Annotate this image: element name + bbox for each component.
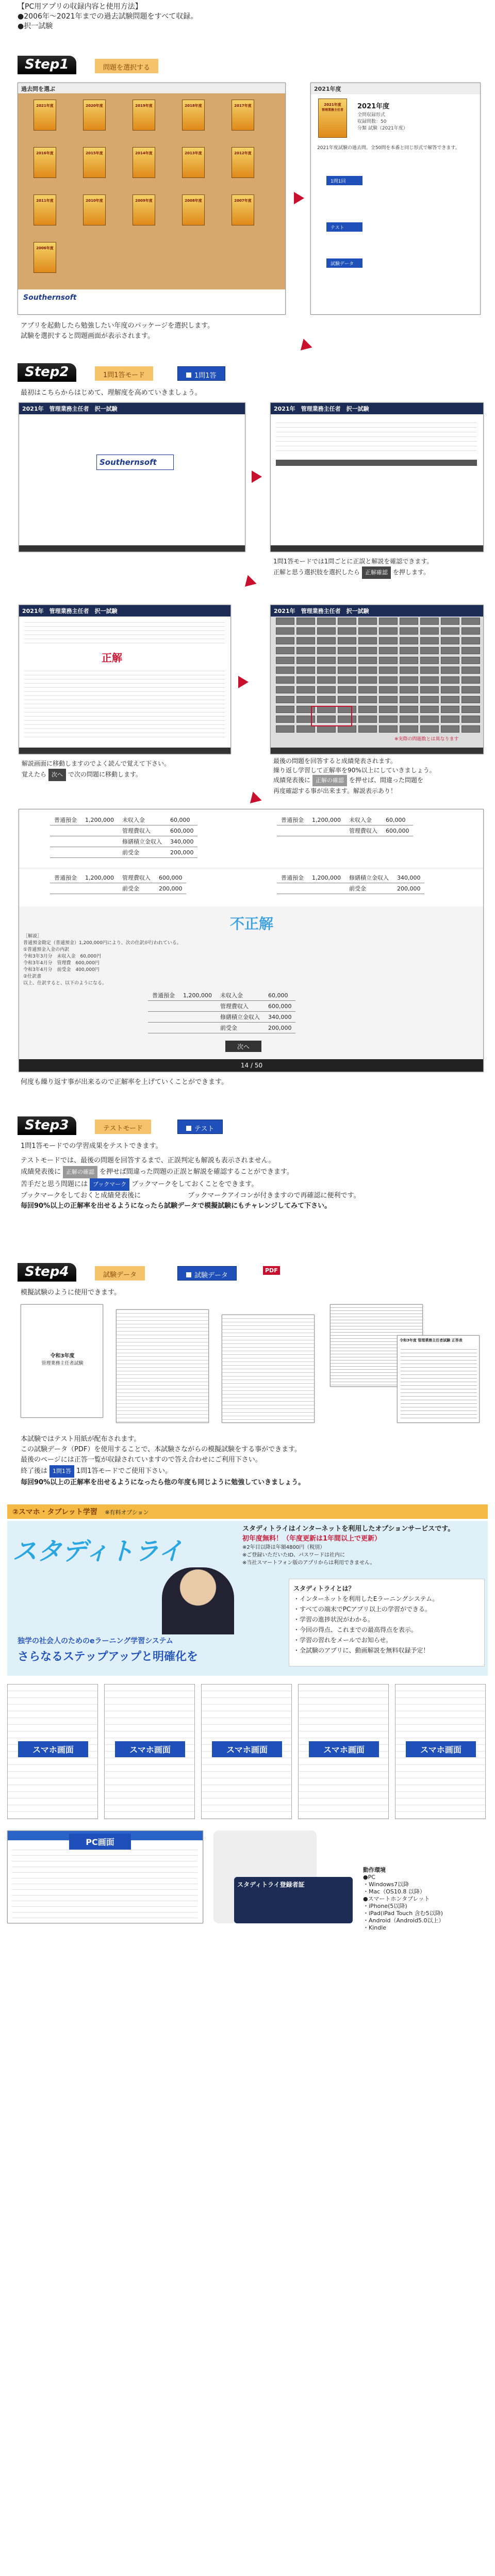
grid-note: ※実際の問題数とは異なります: [394, 737, 459, 742]
result-cell[interactable]: [338, 637, 356, 644]
result-cell[interactable]: [317, 667, 336, 674]
result-cell[interactable]: [358, 637, 377, 644]
result-cell[interactable]: [441, 627, 459, 635]
result-cell[interactable]: [379, 716, 398, 723]
result-cell[interactable]: [358, 627, 377, 635]
step1-tab: 問題を選択する: [95, 59, 158, 73]
step2-mode-button[interactable]: 1問1答: [177, 366, 225, 381]
step2-left-caption: 解説画面に移動しますのでよく読んで覚えて下さい。 覚えたら 次へ で次の問題に移動します。: [22, 758, 170, 781]
result-cell[interactable]: [441, 725, 459, 733]
result-cell[interactable]: [296, 725, 315, 733]
book-cover[interactable]: 2009年度: [133, 195, 155, 225]
result-cell[interactable]: [276, 618, 294, 625]
result-cell[interactable]: [400, 686, 418, 693]
smartphone-label: スマホ画面: [18, 1741, 88, 1757]
result-cell[interactable]: [441, 657, 459, 664]
step1-detail-title: 2021年度: [311, 83, 480, 94]
pdf-answer-key: 令和3年度 管理業務主任者試験 正答表: [397, 1335, 480, 1423]
result-cell[interactable]: [338, 696, 356, 703]
correct-label: 正解: [102, 652, 122, 664]
book-cover[interactable]: 2017年度: [232, 100, 254, 131]
book-cover[interactable]: 2018年度: [182, 100, 205, 131]
smartphone-screen: [298, 1684, 389, 1819]
book-cover[interactable]: 2015年度: [83, 147, 106, 178]
result-cell[interactable]: [379, 696, 398, 703]
result-cell[interactable]: [317, 637, 336, 644]
result-cell[interactable]: [400, 627, 418, 635]
step4-mode-button[interactable]: 試験データ: [177, 1266, 237, 1281]
result-cell[interactable]: [400, 696, 418, 703]
detail-desc: 2021年度試験の過去問。全50問を本番と同じ形式で解答できます。: [317, 145, 460, 151]
result-cell[interactable]: [276, 686, 294, 693]
page-indicator: 14 / 50: [19, 1059, 484, 1072]
result-cell[interactable]: [420, 657, 439, 664]
pc-label: PC画面: [69, 1834, 131, 1850]
smartphone-label: スマホ画面: [406, 1741, 476, 1757]
result-cell[interactable]: [441, 667, 459, 674]
wrong-label: 不正解: [229, 915, 273, 932]
result-cell[interactable]: [441, 676, 459, 684]
result-cell[interactable]: [358, 706, 377, 713]
result-cell[interactable]: [358, 647, 377, 654]
review-button-sample[interactable]: 正解の確認: [312, 775, 347, 786]
explanation-text: [24, 667, 225, 739]
southernsoft-logo: Southernsoft: [23, 294, 77, 302]
1q1a-button[interactable]: 1問1答: [50, 1465, 74, 1478]
result-cell[interactable]: [441, 696, 459, 703]
result-cell[interactable]: [441, 706, 459, 713]
result-cell[interactable]: [296, 667, 315, 674]
result-cell[interactable]: [420, 637, 439, 644]
repeat-note: 何度も繰り返す事が出来るので正解率を上げていくことができます。: [21, 1078, 228, 1086]
registration-card: スタディトライ登録者証: [234, 1877, 353, 1923]
result-cell[interactable]: [317, 696, 336, 703]
result-cell[interactable]: [420, 618, 439, 625]
step2-badge: Step2: [18, 363, 76, 382]
ledger-middle: 普通預金 1,200,000 管理費収入 600,000 前受金 200,000 普通預金 1,200,000 修繕積立金収入 340,000 前受金 200,000: [19, 869, 484, 906]
book-cover[interactable]: 2019年度: [133, 100, 155, 131]
result-cell[interactable]: [400, 725, 418, 733]
step2-screen-title: 2021年 管理業務主任者 択一試験: [19, 403, 245, 414]
step4-badge: Step4: [18, 1263, 76, 1282]
step2-start-screen: [19, 402, 245, 552]
result-cell[interactable]: [358, 686, 377, 693]
selected-book-cover[interactable]: 2021年度 管理業務主任者: [318, 99, 347, 138]
result-cell[interactable]: [296, 627, 315, 635]
next-button[interactable]: 次へ: [225, 1041, 261, 1052]
book-cover[interactable]: 2011年度: [34, 195, 56, 225]
result-cell[interactable]: [358, 657, 377, 664]
result-cell[interactable]: [400, 647, 418, 654]
book-cover[interactable]: 2016年度: [34, 147, 56, 178]
step1-header: [18, 54, 482, 76]
result-cell[interactable]: [276, 676, 294, 684]
result-cell[interactable]: [461, 706, 480, 713]
book-cover[interactable]: 2012年度: [232, 147, 254, 178]
grid-screen-title: 2021年 管理業務主任者 択一試験: [271, 605, 483, 617]
result-cell[interactable]: [461, 725, 480, 733]
pdf-page-3: [222, 1315, 315, 1423]
result-cell[interactable]: [400, 676, 418, 684]
result-cell[interactable]: [379, 725, 398, 733]
book-cover[interactable]: 2021年度: [34, 100, 56, 131]
result-cell[interactable]: [420, 676, 439, 684]
smartphone-label: スマホ画面: [115, 1741, 185, 1757]
book-cover[interactable]: 2007年度: [232, 195, 254, 225]
step1-detail-window: [310, 83, 481, 315]
arrow-right-icon: [294, 192, 304, 204]
option-desc: スタディトライはインターネットを利用したオプションサービスです。 初年度無料！（年度更新は1年間以上で更新） ※2年目以降は年額4800円（税別） ※ご登録いただいたID、パスワードは社内に ※当社スマートフォン版のアプリからは利用できません。: [242, 1525, 455, 1566]
result-cell[interactable]: [420, 696, 439, 703]
bottom-bar: [271, 545, 484, 552]
result-cell[interactable]: [317, 725, 336, 733]
studytry-logo: スタディトライ: [12, 1537, 183, 1566]
what-is-box: スタディトライとは？ ・インターネットを利用したEラーニングシステム。 ・すべての端末でPCアプリ以上の学習ができる。 ・学習の進捗状況がわかる。 ・今回の得点、これまでの最高得点を表示。 ・学習の習れをメールでお知らせ。 ・全試験のアプリに、動画解説を無料収録予定！: [289, 1579, 485, 1666]
result-cell[interactable]: [338, 725, 356, 733]
smartphone-screen: [201, 1684, 292, 1819]
detail-button-test[interactable]: テスト: [326, 222, 362, 232]
pdf-cover: 令和3年度 管理業務主任者試験: [21, 1304, 103, 1418]
step2-lead: 最初はこちらからはじめて、理解度を高めていきましょう。: [21, 389, 202, 397]
start-logo: Southernsoft: [96, 455, 174, 470]
book-cover[interactable]: 2014年度: [133, 147, 155, 178]
result-cell[interactable]: [461, 667, 480, 674]
step4-lead: 模擬試験のように使用できます。: [21, 1289, 121, 1297]
result-cell[interactable]: [441, 637, 459, 644]
result-cell[interactable]: [276, 706, 294, 713]
result-cell[interactable]: [441, 686, 459, 693]
result-cell[interactable]: [317, 657, 336, 664]
arrow-right-icon: [238, 676, 249, 688]
choice-bar[interactable]: [276, 460, 477, 466]
step1-app-title: 過去問を選ぶ: [18, 83, 285, 94]
intro-line-1: 【PC用アプリの収録内容と使用方法】: [18, 3, 142, 11]
result-cell[interactable]: [338, 618, 356, 625]
step2-tab: 1問1答モード: [95, 366, 153, 381]
result-cell[interactable]: [441, 618, 459, 625]
person-photo: [162, 1567, 234, 1634]
result-cell[interactable]: [317, 647, 336, 654]
result-cell[interactable]: [276, 667, 294, 674]
bookmark-button[interactable]: ブックマーク: [90, 1178, 129, 1191]
pdf-page-2: [116, 1309, 209, 1423]
result-cell[interactable]: [338, 686, 356, 693]
book-cover[interactable]: 2010年度: [83, 195, 106, 225]
result-cell[interactable]: [441, 716, 459, 723]
result-cell[interactable]: [358, 725, 377, 733]
step4-text: 本試験ではテスト用紙が配布されます。 この試験データ（PDF）を使用することで、本試験さながらの模擬試験をする事ができます。 最後のページには正答一覧が収録されていますので答え合わせにご利用下さい。 終了後は 1問1答 1問1答モードでご使用下さい。 毎回90%以上の正解率を出せるようになったら他の年度も同じように勉強していきましょう。: [21, 1435, 305, 1486]
result-cell[interactable]: [276, 725, 294, 733]
result-cell[interactable]: [379, 706, 398, 713]
result-cell[interactable]: [400, 716, 418, 723]
step3-badge: Step3: [18, 1116, 76, 1135]
result-cell[interactable]: [276, 627, 294, 635]
result-cell[interactable]: [358, 618, 377, 625]
result-cell[interactable]: [420, 667, 439, 674]
explanation-block: ［解説］ 普通預金勘定（普通預金）1,200,000円により、次の仕訳が行われている。 ①普通預金入金の内訳 令和3年3月分 未収入金 60,000円 令和3年4月分 管理費 600,000円 令和3年4月分 前受金 400,000円 ②仕訳書 以上、仕訳すると、以下のようになる。: [23, 934, 182, 986]
result-cell[interactable]: [400, 706, 418, 713]
detail-year: 2021年度: [357, 103, 390, 110]
step2-answer-screen: [19, 605, 231, 754]
step2-right-caption: 1問1答モードでは1問ごとに正誤と解説を確認できます。 正解と思う選択肢を選択したら 正解確認 を押します。: [273, 556, 433, 579]
step4-tab: 試験データ: [95, 1266, 145, 1281]
ledger-top: [19, 809, 484, 867]
step1-badge: Step1: [18, 56, 76, 74]
smartphone-screen: [104, 1684, 195, 1819]
arrow-right-icon: [252, 471, 262, 483]
result-cell[interactable]: [379, 686, 398, 693]
detail-lines: 全問収録形式 収録問数：50 分類 試験（2021年度）: [357, 112, 408, 131]
result-cell[interactable]: [358, 716, 377, 723]
result-cell[interactable]: [420, 716, 439, 723]
pc-and-card: [7, 1830, 488, 1929]
result-cell[interactable]: [296, 637, 315, 644]
detail-button-1q1a[interactable]: 1問1回: [326, 176, 362, 185]
ledger-table-left: 普通預金 1,200,000 未収入金 60,000 管理費収入 600,000 修繕積立金収入 340,000 前受金 200,000: [50, 815, 197, 858]
result-cell[interactable]: [461, 627, 480, 635]
result-cell[interactable]: [379, 618, 398, 625]
book-cover[interactable]: 2020年度: [83, 100, 106, 131]
review-button[interactable]: 正解の確認: [63, 1166, 97, 1178]
intro-line-3: ●択一試験: [18, 22, 53, 30]
result-cell[interactable]: [296, 676, 315, 684]
result-cell[interactable]: [420, 686, 439, 693]
result-cell[interactable]: [400, 637, 418, 644]
result-cell[interactable]: [296, 696, 315, 703]
result-cell[interactable]: [379, 657, 398, 664]
step3-header: [18, 1114, 482, 1137]
pdf-pages: [21, 1304, 480, 1428]
result-cell[interactable]: [379, 647, 398, 654]
arrow-down-icon: [240, 575, 256, 591]
result-cell[interactable]: [400, 667, 418, 674]
bookshelf: [18, 93, 286, 289]
step3-tab: テストモード: [95, 1120, 151, 1134]
bottom-bar: [19, 545, 245, 552]
slogan: さらなるステップアップと明確化を: [18, 1650, 199, 1663]
result-cell[interactable]: [276, 647, 294, 654]
result-cell[interactable]: [317, 618, 336, 625]
result-cell[interactable]: [338, 667, 356, 674]
result-cell[interactable]: [461, 696, 480, 703]
step1-shelf-window: [18, 83, 286, 315]
option-header: ②スマホ・タブレット学習 ※有料オプション: [7, 1504, 488, 1519]
result-cell[interactable]: [338, 657, 356, 664]
smartphone-label: スマホ画面: [212, 1741, 282, 1757]
result-cell[interactable]: [317, 676, 336, 684]
step2-grid-screen: [270, 605, 484, 754]
result-cell[interactable]: [276, 657, 294, 664]
result-cell[interactable]: [461, 686, 480, 693]
result-cell[interactable]: [338, 647, 356, 654]
result-cell[interactable]: [276, 637, 294, 644]
detail-button-pdf[interactable]: 試験データ: [326, 258, 362, 268]
result-cell[interactable]: [276, 716, 294, 723]
smartphone-screen: [7, 1684, 98, 1819]
result-cell[interactable]: [296, 618, 315, 625]
smartphone-screens: [7, 1684, 488, 1823]
result-cell[interactable]: [461, 647, 480, 654]
result-cell[interactable]: [296, 647, 315, 654]
explanation-ledger: 普通預金 1,200,000 未収入金 60,000 管理費収入 600,000 修繕積立金収入 340,000 前受金 200,000: [148, 990, 295, 1033]
step3-text: 1問1答モードでの学習成果をテストできます。 テストモードでは、最後の問題を回答するまで、正誤判定も解説も表示されません。 成績発表後に 正解の確認 を押せば間違った問題の正誤と解説を確認することができます。 苦手だと思う問題には ブックマーク ブックマークをしておくことをできます。 ブックマークをしておくと成績発表後に ブックマークアイコンが付きますので再確認に便利です。 毎回90%以上の正解率を出せるようになったら試験データで模擬試験にもチャレンジしてみて下さい。: [21, 1142, 360, 1210]
step2-right2-caption: 最後の問題を回答すると成績発表されます。 繰り返し学習して正解率を90%以上にしていきましょう。 成績発表後に 正解の確認 を押せば、間違った問題を 再度確認する事が出来ます。解説表示あり！: [273, 757, 436, 795]
smartphone-screen: [395, 1684, 486, 1819]
result-cell[interactable]: [461, 716, 480, 723]
check-answer-button[interactable]: 正解確認: [362, 566, 391, 579]
devices-list: 動作環境 ●PC ・Windows7以降 ・Mac（OS10.8 以降） ●スマートホンタブレット ・iPhone(5以降) ・iPad(iPad Touch 含む5以降) ・Android（Android5.0以上） ・Kindle: [363, 1867, 444, 1931]
next-button-sample[interactable]: 次へ: [48, 769, 66, 781]
result-cell[interactable]: [317, 627, 336, 635]
intro-line-2: ●2006年～2021年までの過去試験問題をすべて収録。: [18, 12, 198, 21]
book-cover[interactable]: 2006年度: [34, 242, 56, 273]
result-cell[interactable]: [400, 657, 418, 664]
result-cell[interactable]: [296, 657, 315, 664]
result-cell[interactable]: [358, 696, 377, 703]
arrow-down-icon: [245, 791, 261, 807]
result-cell[interactable]: [461, 637, 480, 644]
result-cell[interactable]: [276, 696, 294, 703]
question-screen-title: 2021年 管理業務主任者 択一試験: [271, 403, 483, 414]
result-cell[interactable]: [379, 627, 398, 635]
smartphone-label: スマホ画面: [309, 1741, 379, 1757]
step4-header: [18, 1261, 482, 1284]
result-cell[interactable]: [317, 686, 336, 693]
pdf-icon: PDF: [263, 1266, 280, 1275]
answer-screen-title: 2021年 管理業務主任者 択一試験: [19, 605, 230, 617]
result-cell[interactable]: [358, 667, 377, 674]
arrow-down-icon: [296, 338, 312, 354]
result-cell[interactable]: [420, 647, 439, 654]
step2-header: [18, 361, 482, 384]
result-cell[interactable]: [358, 676, 377, 684]
book-cover[interactable]: 2013年度: [182, 147, 205, 178]
step3-mode-button[interactable]: テスト: [177, 1120, 223, 1134]
intro: [18, 2, 197, 31]
tagline: 独学の社会人のためのeラーニング学習システム: [18, 1637, 173, 1645]
result-cell[interactable]: [379, 676, 398, 684]
result-cell[interactable]: [461, 618, 480, 625]
highlight-box: [311, 706, 352, 726]
result-cell[interactable]: [379, 667, 398, 674]
ledger-table-right: 普通預金 1,200,000 未収入金 60,000 管理費収入 600,000: [277, 815, 413, 836]
result-cell[interactable]: [441, 647, 459, 654]
answer-question-text: [24, 619, 225, 644]
bottom-bar: [271, 748, 484, 754]
book-cover[interactable]: 2008年度: [182, 195, 205, 225]
result-cell[interactable]: [461, 676, 480, 684]
step1-caption: アプリを起動したら勉強したい年度のパッケージを選択します。 試験を選択すると問題画面が表示されます。: [21, 322, 214, 340]
question-text: [276, 418, 477, 455]
bottom-bar: [19, 748, 231, 754]
result-cell[interactable]: [296, 686, 315, 693]
step2-question-screen: [270, 402, 484, 552]
result-cell[interactable]: [461, 657, 480, 664]
step2-wrong-screen: [19, 809, 484, 1072]
result-cell[interactable]: [338, 676, 356, 684]
result-cell[interactable]: [338, 627, 356, 635]
result-cell[interactable]: [400, 618, 418, 625]
result-cell[interactable]: [420, 627, 439, 635]
result-cell[interactable]: [420, 706, 439, 713]
result-cell[interactable]: [379, 637, 398, 644]
result-cell[interactable]: [420, 725, 439, 733]
